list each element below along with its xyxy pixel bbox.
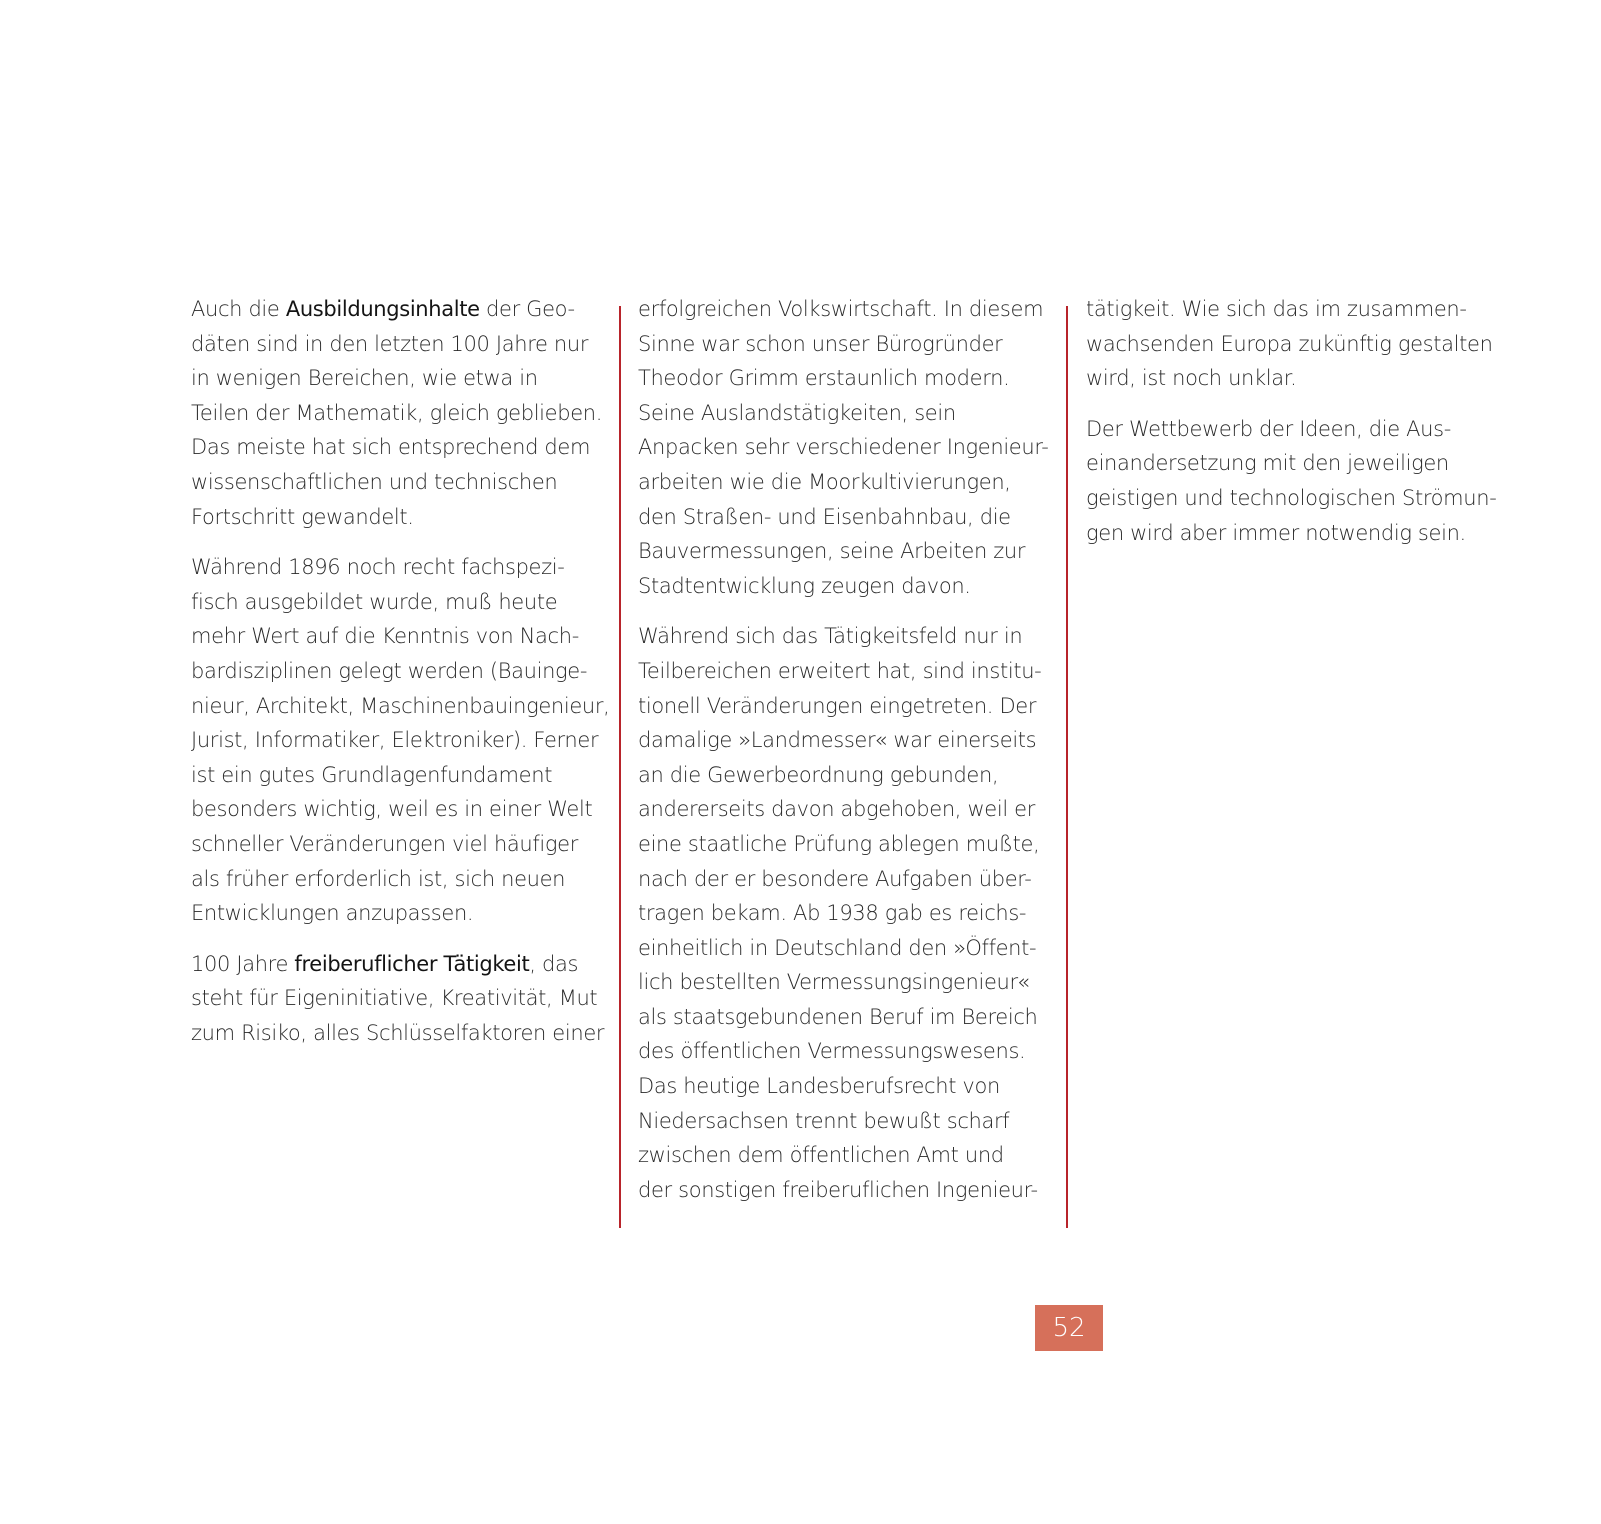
text-segment: arbeiten wie die Moorkultivierungen, [638,469,1011,494]
text-line [638,689,1048,724]
text-line [638,1034,1048,1069]
text-line [638,654,1048,689]
text-line [191,689,610,724]
text-segment: andererseits davon abgehoben, weil er [638,797,1035,822]
text-segment: , das [529,951,579,976]
text-segment: damalige »Landmesser« war einerseits [638,728,1037,753]
highlighted-term: Ausbildungsinhalte [285,297,480,321]
text-segment: zum Risiko, alles Schlüsselfaktoren einer [191,1020,605,1045]
text-line [638,619,1048,654]
text-line [1086,516,1498,551]
text-segment: Sinne war schon unser Bürogründer [638,331,1003,356]
text-line [191,862,606,897]
text-segment: an die Gewerbeordnung gebunden, [638,762,999,787]
text-line [191,361,606,396]
text-segment: der sonstigen freiberuflichen Ingenieur- [638,1177,1038,1202]
text-segment: eine staatliche Prüfung ablegen mußte, [638,831,1040,856]
text-segment: schneller Veränderungen viel häufiger [191,831,579,856]
paragraph [191,292,606,534]
text-segment: Seine Auslandstätigkeiten, sein [638,400,956,425]
text-segment: gen wird aber immer notwendig sein. [1086,520,1466,545]
text-line [638,430,1048,465]
text-column-1 [191,292,610,1066]
column-divider-2 [1066,306,1068,1228]
text-segment: der Geo- [479,297,575,321]
text-segment: tragen bekam. Ab 1938 gab es reichs- [638,901,1027,926]
text-segment: Jurist, Informatiker, Elektroniker). Ferner [191,728,599,753]
text-segment: Entwicklungen anzupassen. [191,901,474,926]
text-line [638,896,1048,931]
text-segment: nach der er besondere Aufgaben über- [638,866,1032,891]
text-segment: wissenschaftlichen und technischen [191,469,558,494]
text-line [191,550,606,585]
text-line [638,827,1048,862]
paragraph [191,550,610,931]
text-line [638,1138,1048,1173]
text-line [191,827,606,862]
text-segment: Niedersachsen trennt bewußt scharf [638,1108,1010,1133]
text-segment: in wenigen Bereichen, wie etwa in [191,366,538,391]
text-segment: einandersetzung mit den jeweiligen [1086,451,1449,476]
text-segment: Während sich das Tätigkeitsfeld nur in [638,624,1023,649]
text-line [638,1104,1048,1139]
text-line [191,723,606,758]
text-line [191,292,606,327]
text-line [638,465,1048,500]
highlighted-term: freiberuflicher Tätigkeit [294,951,530,976]
text-line [191,981,606,1016]
text-line [638,292,1048,327]
text-line [1086,292,1498,327]
text-segment: Teilen der Mathematik, gleich geblieben. [191,400,603,425]
paragraph [191,947,606,1051]
paragraph [638,619,1048,1207]
text-segment: geistigen und technologischen Strömun- [1086,485,1497,510]
text-segment: Auch die [191,297,286,321]
text-segment: Anpacken sehr verschiedener Ingenieur- [638,435,1049,460]
text-segment: Stadtentwicklung zeugen davon. [638,573,971,598]
text-segment: nieur, Architekt, Maschinenbauingenieur, [191,693,610,718]
text-line [191,654,606,689]
text-line [1086,481,1498,516]
text-segment: däten sind in den letzten 100 Jahre nur [191,331,589,356]
text-line [191,619,606,654]
text-segment: den Straßen- und Eisenbahnbau, die [638,504,1011,529]
text-segment: des öffentlichen Vermessungswesens. [638,1039,1026,1064]
text-line [1086,412,1498,447]
text-line [638,500,1048,535]
text-line [638,396,1048,431]
text-segment: fisch ausgebildet wurde, muß heute [191,589,558,614]
text-line [638,758,1048,793]
text-line [191,792,606,827]
text-segment: Teilbereichen erweitert hat, sind institu- [638,658,1042,683]
text-line [191,758,606,793]
text-line [191,947,606,982]
paragraph [1086,292,1498,396]
text-segment: Theodor Grimm erstaunlich modern. [638,366,1010,391]
text-segment: bardisziplinen gelegt werden (Bauinge- [191,658,588,683]
text-segment: steht für Eigeninitiative, Kreativität, Mut [191,986,598,1011]
text-line [191,430,606,465]
text-line [638,931,1048,966]
text-line [191,1016,606,1051]
paragraph [1086,412,1498,550]
text-line [191,327,606,362]
text-segment: wird, ist noch unklar. [1086,366,1297,391]
text-line [191,500,606,535]
text-segment: ist ein gutes Grundlagenfundament [191,762,553,787]
text-line [638,1069,1048,1104]
text-line [1086,446,1498,481]
text-segment: wachsenden Europa zukünftig gestalten [1086,331,1493,356]
text-line [638,965,1048,1000]
text-segment: besonders wichtig, weil es in einer Welt [191,797,593,822]
text-segment: Fortschritt gewandelt. [191,504,414,529]
page-number: 52 [1035,1305,1103,1351]
text-line [638,327,1048,362]
text-line [638,361,1048,396]
text-column-3 [1086,292,1498,566]
text-column-2 [638,292,1048,1223]
text-line [191,585,606,620]
text-line [191,396,606,431]
text-segment: als staatsgebundenen Beruf im Bereich [638,1004,1038,1029]
text-segment: tionell Veränderungen eingetreten. Der [638,693,1037,718]
text-segment: Bauvermessungen, seine Arbeiten zur [638,539,1026,564]
text-line [638,792,1048,827]
column-divider-1 [619,306,621,1228]
text-line [191,896,606,931]
text-line [638,862,1048,897]
text-line [1086,361,1498,396]
text-segment: mehr Wert auf die Kenntnis von Nach- [191,624,579,649]
text-line [638,569,1048,604]
text-segment: erfolgreichen Volkswirtschaft. In diesem [638,297,1044,321]
text-line [1086,327,1498,362]
text-segment: Das heutige Landesberufsrecht von [638,1074,1000,1099]
text-line [191,465,606,500]
text-segment: lich bestellten Vermessungsingenieur« [638,970,1030,995]
text-segment: einheitlich in Deutschland den »Öffent- [638,935,1037,960]
text-segment: tätigkeit. Wie sich das im zusammen- [1086,297,1467,321]
text-segment: Das meiste hat sich entsprechend dem [191,435,591,460]
text-segment: als früher erforderlich ist, sich neuen [191,866,566,891]
text-line [638,1000,1048,1035]
text-segment: Der Wettbewerb der Ideen, die Aus- [1086,416,1451,441]
text-segment: zwischen dem öffentlichen Amt und [638,1143,1004,1168]
paragraph [638,292,1048,603]
text-segment: Während 1896 noch recht fachspezi- [191,555,565,580]
text-segment: 100 Jahre [191,951,295,976]
text-line [638,534,1048,569]
text-line [638,723,1048,758]
text-line [638,1173,1048,1208]
